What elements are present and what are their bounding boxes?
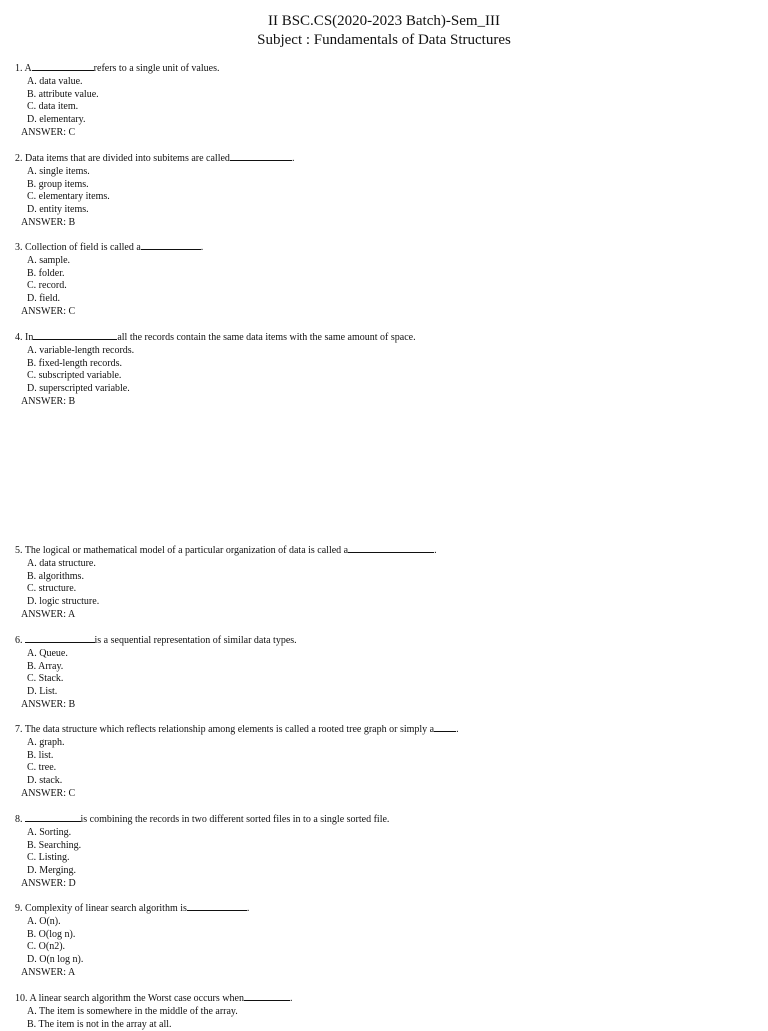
option: C. subscripted variable. [27,370,122,382]
question-2 [15,150,294,230]
option: D. elementary. [27,114,86,126]
option: B. Searching. [27,839,82,851]
option: D. superscripted variable. [27,383,130,395]
answer-key: ANSWER: D [21,877,76,889]
option: D. O(n log n). [27,954,84,966]
answer-blank [25,632,95,643]
answer-blank [348,542,434,553]
option: C. O(n2). [27,941,66,953]
answer-key: ANSWER: C [21,126,76,138]
question-stem: 7. The data structure which reflects relationship among elements is called a rooted tree graph or simply a . [15,721,459,737]
option: D. logic structure. [27,596,100,608]
option: B. group items. [27,178,89,190]
question-6 [15,632,297,712]
option: C. data item. [27,101,79,113]
document-subject: Subject : Fundamentals of Data Structures [257,32,511,48]
answer-blank [32,60,94,71]
option: C. Stack. [27,673,64,685]
option: A. graph. [27,736,65,748]
answer-key: ANSWER: B [21,395,76,407]
question-stem: 10. A linear search algorithm the Worst case occurs when . [15,990,292,1006]
option: D. Merging. [27,865,76,877]
option: B. O(log n). [27,928,76,940]
option: C. record. [27,280,67,292]
answer-blank [25,811,81,822]
option: B. Array. [27,660,64,672]
question-3 [15,239,203,319]
question-10 [15,990,292,1031]
question-7 [15,721,459,801]
option: A. sample. [27,254,71,266]
option: D. field. [27,293,61,305]
option: C. elementary items. [27,191,110,203]
option: A. The item is somewhere in the middle of the array. [27,1005,238,1017]
option: D. stack. [27,775,63,787]
answer-key: ANSWER: B [21,698,76,710]
question-stem: 6. is a sequential representation of similar data types. [15,632,297,648]
answer-blank [33,329,117,340]
question-stem: 3. Collection of field is called a . [15,239,203,255]
option: C. tree. [27,762,57,774]
question-stem: 9. Complexity of linear search algorithm is . [15,900,249,916]
question-4 [15,329,416,409]
option: B. algorithms. [27,570,84,582]
question-1 [15,60,219,140]
option: A. O(n). [27,915,61,927]
answer-key: ANSWER: B [21,216,76,228]
option: B. The item is not in the array at all. [27,1018,172,1030]
option: C. structure. [27,583,77,595]
answer-blank [244,990,290,1001]
answer-blank [230,150,292,161]
answer-key: ANSWER: A [21,966,76,978]
question-stem: 5. The logical or mathematical model of a particular organization of data is called a . [15,542,437,558]
answer-blank [141,239,201,250]
option: D. List. [27,686,58,698]
option: A. Sorting. [27,826,72,838]
option: C. Listing. [27,852,70,864]
answer-key: ANSWER: C [21,787,76,799]
document-title: II BSC.CS(2020-2023 Batch)-Sem_III [267,13,501,29]
question-5 [15,542,437,622]
option: B. attribute value. [27,88,99,100]
question-stem: 8. is combining the records in two different sorted files in to a single sorted file. [15,811,389,827]
question-8 [15,811,389,891]
option: A. Queue. [27,647,68,659]
question-9 [15,900,249,980]
option: B. list. [27,749,54,761]
answer-key: ANSWER: A [21,608,76,620]
option: B. fixed-length records. [27,357,122,369]
option: B. folder. [27,267,65,279]
question-stem: 4. In all the records contain the same data items with the same amount of space. [15,329,416,345]
question-stem: 1. A refers to a single unit of values. [15,60,219,76]
option: D. entity items. [27,204,89,216]
answer-key: ANSWER: C [21,305,76,317]
option: A. variable-length records. [27,344,135,356]
option: A. single items. [27,165,90,177]
answer-blank [187,900,247,911]
question-stem: 2. Data items that are divided into subitems are called . [15,150,294,166]
option: A. data value. [27,75,83,87]
answer-blank [434,721,456,732]
option: A. data structure. [27,557,96,569]
